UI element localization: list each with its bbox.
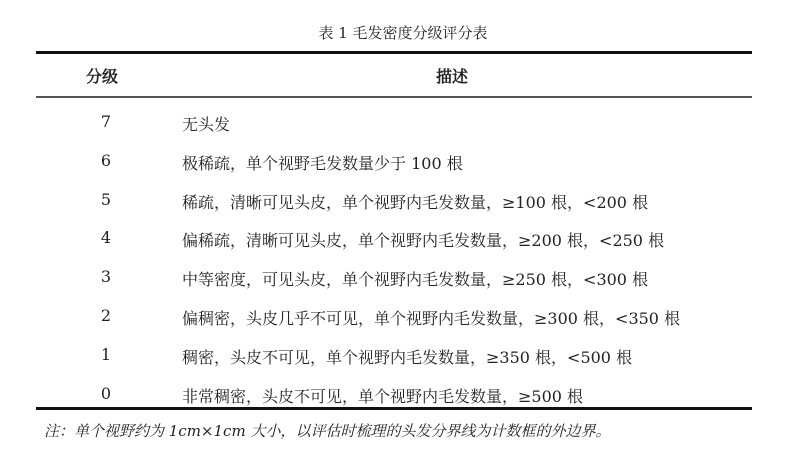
description-cell: 无头发 — [182, 115, 231, 134]
table-row — [36, 143, 752, 182]
table-row — [36, 220, 752, 259]
description-cell: 偏稠密，头皮几乎不可见，单个视野内毛发数量，≥300 根，<350 根 — [182, 309, 681, 328]
header-score: 分级 — [86, 67, 119, 86]
bottom-rule — [36, 407, 752, 410]
score-cell: 3 — [100, 267, 112, 287]
header-rule — [36, 96, 752, 98]
description-cell: 中等密度，可见头皮，单个视野内毛发数量，≥250 根，<300 根 — [182, 270, 649, 290]
top-rule — [36, 51, 752, 54]
score-cell: 5 — [100, 189, 112, 209]
table-row — [36, 182, 752, 221]
table-row — [36, 104, 752, 143]
table-row — [36, 298, 752, 337]
score-cell: 7 — [100, 112, 112, 131]
table-row — [36, 337, 752, 376]
score-cell: 1 — [100, 344, 112, 364]
description-cell: 稠密，头皮不可见，单个视野内毛发数量，≥350 根，<500 根 — [182, 347, 633, 367]
score-cell: 6 — [100, 150, 112, 170]
description-cell: 偏稀疏，清晰可见头皮，单个视野内毛发数量，≥200 根，<250 根 — [182, 231, 665, 251]
description-cell: 非常稠密，头皮不可见，单个视野内毛发数量，≥500 根 — [182, 386, 584, 406]
table-caption: 表 1 毛发密度分级评分表 — [318, 24, 488, 42]
header-description: 描述 — [436, 67, 469, 86]
description-cell: 极稀疏，单个视野毛发数量少于 100 根 — [182, 153, 463, 173]
score-cell: 4 — [100, 228, 112, 248]
score-cell: 2 — [100, 306, 112, 325]
table-row — [36, 259, 752, 298]
description-cell: 稀疏，清晰可见头皮，单个视野内毛发数量，≥100 根，<200 根 — [182, 192, 649, 212]
score-cell: 0 — [100, 383, 112, 403]
table-note: 注：单个视野约为 1cm×1cm 大小，以评估时梳理的头发分界线为计数框的外边界。 — [44, 422, 611, 440]
